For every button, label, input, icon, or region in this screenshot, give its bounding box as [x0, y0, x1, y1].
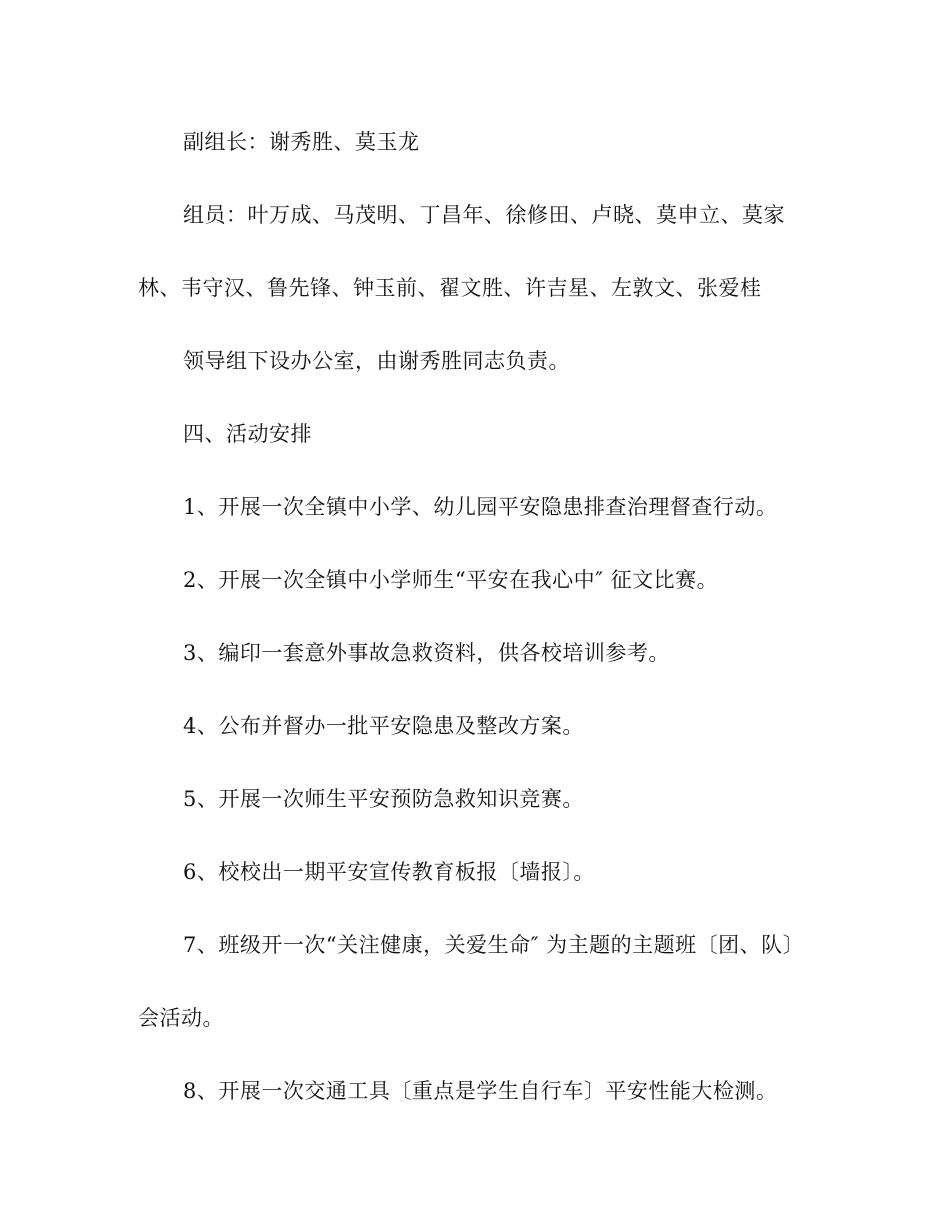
- activity-item-8: 8、开展一次交通工具〔重点是学生自行车〕平安性能大检测。: [183, 1079, 778, 1103]
- activity-item-3: 3、编印一套意外事故急救资料，供各校培训参考。: [183, 641, 670, 665]
- activity-item-1: 1、开展一次全镇中小学、幼儿园平安隐患排查治理督查行动。: [183, 495, 778, 519]
- members-line-1: 组员：叶万成、马茂明、丁昌年、徐修田、卢晓、莫申立、莫家: [183, 203, 785, 227]
- office-line: 领导组下设办公室，由谢秀胜同志负责。: [183, 349, 570, 373]
- activity-item-7-continued: 会活动。: [138, 1006, 224, 1030]
- section-heading: 四、活动安排: [183, 422, 312, 446]
- activity-item-7: 7、班级开一次“关注健康，关爱生命″ 为主题的主题班〔团、队〕: [183, 933, 805, 957]
- members-line-2: 林、韦守汉、鲁先锋、钟玉前、翟文胜、许吉星、左敦文、张爱桂: [138, 276, 762, 300]
- activity-item-5: 5、开展一次师生平安预防急救知识竞赛。: [183, 787, 584, 811]
- activity-item-6: 6、校校出一期平安宣传教育板报〔墙报〕。: [183, 860, 595, 884]
- deputy-leaders-line: 副组长：谢秀胜、莫玉龙: [183, 130, 420, 154]
- activity-item-2: 2、开展一次全镇中小学师生“平安在我心中″ 征文比赛。: [183, 568, 719, 592]
- activity-item-4: 4、公布并督办一批平安隐患及整改方案。: [183, 714, 584, 738]
